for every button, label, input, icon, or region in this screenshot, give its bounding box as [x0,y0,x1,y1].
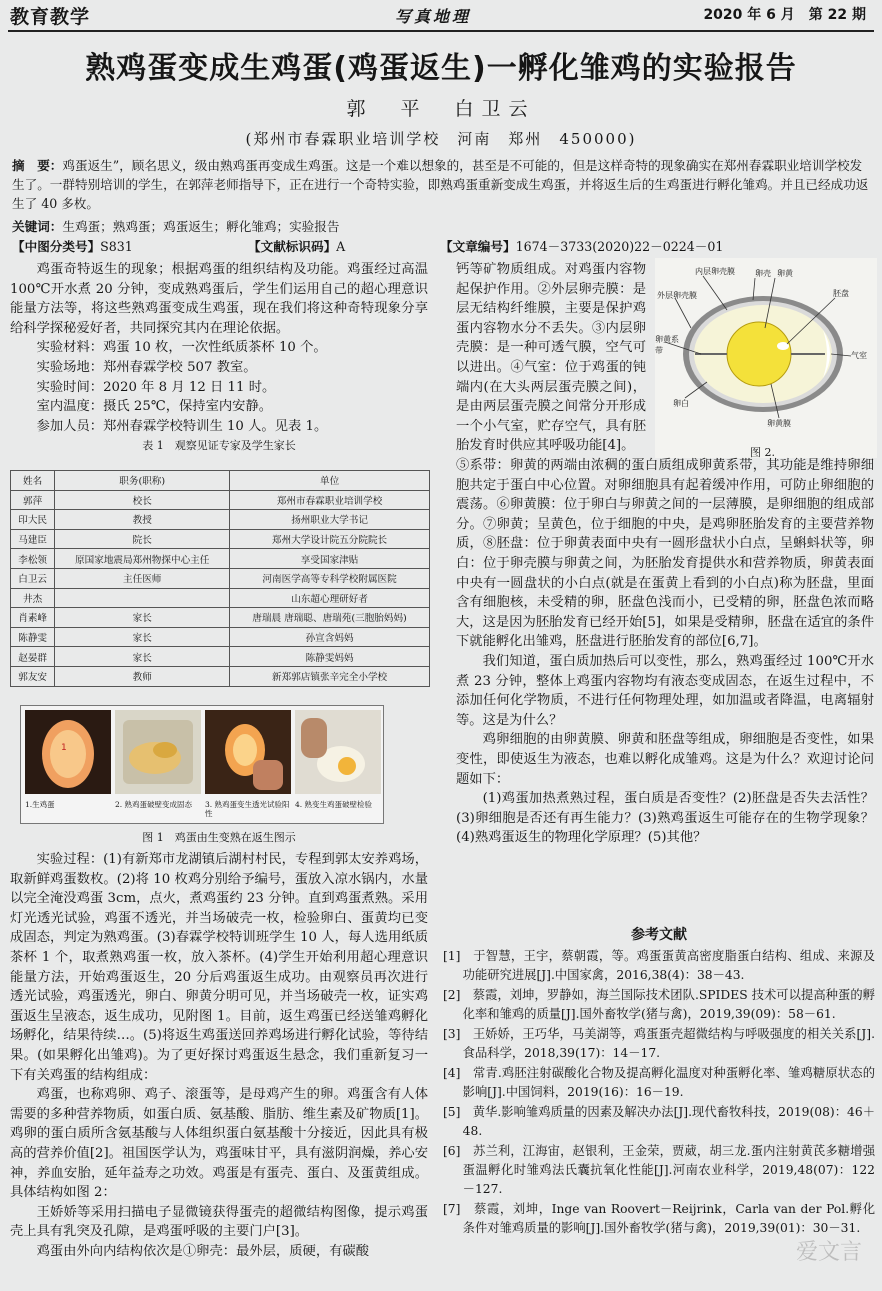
photo-label: 4. 熟变生鸡蛋破壁检验 [295,800,373,809]
clc-number: 【中图分类号】S831 [12,239,133,254]
table-row: 李松领 原国家地震局郑州物探中心主任 享受国家津贴 [11,549,430,569]
table-1 [10,470,430,687]
figure-caption: 图 1 鸡蛋由生变熟在返生图示 [142,831,296,844]
table-row: 井杰 山东超心理研好者 [11,588,430,608]
paragraph: 鸡蛋奇特返生的现象；根据鸡蛋的组织结构及功能。鸡蛋经过高温 100℃开水煮 20 分钟，变成熟鸡蛋后，学生们运用自己的超心理意识能量方法等，将这些熟鸡蛋变成生鸡蛋，现在我们将这种奇特现象分享给科学探秘爱好者，共同探究其内在理论依据。 [10,262,428,336]
watermark: 爱文言 [795,1240,862,1265]
paragraph: 鸡蛋由外向内结构依次是①卵壳：最外层，质硬，有碳酸 [36,1243,370,1259]
svg-text:1: 1 [61,743,67,753]
header-rule [8,30,874,32]
paragraph: 实验场地：郑州春霖学校 507 教室。 [36,359,257,375]
left-column-body [10,850,428,1261]
paragraph: 钙等矿物质组成。对鸡蛋内容物起保护作用。②外层卵壳膜：是层无结构纤维膜，主要是保护鸡蛋内容物水分不丢失。③内层卵壳膜：是一种可透气膜，空气可以进出。④气室：位于鸡蛋的钝端内(在大头两层蛋壳膜之间)，是由两层蛋壳膜之间常分开形成一个小气室，贮存空气，具有胚胎发育时供应其呼吸功能[4]。 [456,262,646,454]
reference-item: [3] 王娇娇，王巧华，马美湖等，鸡蛋蛋壳超微结构与呼吸强度的相关关系[J].食品科学，2018,39(17)：14－17. [443,1027,875,1060]
photo-label: 2. 熟鸡蛋破壁变成固态 [115,800,193,809]
paragraph: 实验材料：鸡蛋 10 枚，一次性纸质茶杯 10 个。 [36,340,327,356]
article-number: 【文章编号】1674－3733(2020)22－0224－01 [440,239,724,254]
paragraph: 王娇娇等采用扫描电子显微镜获得蛋壳的超微结构图像，提示鸡蛋壳上具有乳突及孔隙，是鸡蛋呼吸的主要门户[3]。 [10,1204,428,1240]
paragraph: 我们知道，蛋白质加热后可以变性，那么，熟鸡蛋经过 100℃开水煮 23 分钟，整体上鸡蛋内容物均有液态变成固态，在返生过程中，不添加任何化学物质，不进行任何物理处理，如加温或者降温，电离辐射等。这是为什么？ [456,653,874,728]
photo-broken-egg [295,710,381,818]
figure-1 [20,705,384,824]
keywords [12,216,339,235]
reference-item: [6] 苏兰利，江海宙，赵银利，王金荣，贾葳，胡三龙.蛋内注射黄芪多糖增强蛋温孵化时雏鸡法氏囊抗氧化性能[J].河南农业科学，2019,48(07)：122－127. [443,1144,875,1196]
paragraph: 实验时间：2020 年 8 月 12 日 11 时。 [36,379,276,395]
table-row: 白卫云 主任医师 河南医学高等专科学校附属医院 [11,568,430,588]
abstract-text: 鸡蛋返生”，顾名思义，级由熟鸡蛋再变成生鸡蛋。这是一个难以想象的，甚至是不可能的，但是这样奇特的现象确实在郑州春霖职业培训学校发生了。一群特别培训的学生，在郭萍老师指导下，正在进行一个奇特实验，即熟鸡蛋重新变成生鸡蛋，并将返生后的生鸡蛋进行孵化雏鸡。并且已经成功返生了 40 多枚。 [12,158,869,211]
table-header: 姓名 [11,471,55,491]
label-shell: 卵壳 [755,269,771,278]
figure-caption: 图 2. [750,446,775,459]
abstract [12,156,872,213]
paragraph: 参加人员：郑州春霖学校特训生 10 人。见表 1。 [36,418,328,434]
raw-egg-image [25,710,111,794]
table-header: 单位 [230,471,430,491]
paragraph: 室内温度：摄氏 25℃，保持室内安静。 [36,399,273,415]
photo-label: 1.生鸡蛋 [25,800,55,809]
figure-1-caption-wrap [10,828,428,848]
table-caption: 表 1 观察见证专家及学生家长 [142,439,296,453]
figure-2 [655,258,877,458]
right-column [456,456,874,848]
label-germinal-disc: 胚盘 [833,289,849,298]
paragraph: ⑤系带：卵黄的两端由浓稠的蛋白质组成卵黄系带，其功能是维持卵细胞共定于蛋白中心位置。对卵细胞具有起着缓冲作用，可防止卵细胞的震荡。⑥卵黄膜：位于卵白与卵黄之间的一层薄膜，是卵细胞的组成部分。⑦卵黄；呈黄色，位于细胞的中央，是鸡卵胚胎发育的主要营养物质，⑧胚盘：位于卵黄表面中央有一圆形盘状小白点，呈蝌蚪状等，卵白：位于卵壳膜与卵黄之间，为胚胎发育提供水和营养物质，卵黄表面中央有一圆盘状的小白点(就是在蛋黄上看到的小白点)称为胚盘，里面含有细胞核，未受精的卵，胚盘色浅而小，已受精的卵，胚盘色浓而略大，这是因为胚胎发育已经开始[5]，如果是受精卵，胚盘在适宜的条件下就能孵化出雏鸡，胚盘进行胚胎发育的部位[6,7]。 [456,458,874,650]
table-row: 郭萍 校长 郑州市春霖职业培训学校 [11,490,430,510]
authors: 郭 平 白卫云 [346,98,536,120]
page-header [0,0,882,30]
photo-raw-egg [25,710,111,818]
table-header-row [11,471,430,491]
paragraph: (1)鸡蛋加热煮熟过程，蛋白质是否变性？(2)胚盘是否失去活性？(3)卵细胞是否还有再生能力？(3)熟鸡蛋返生可能存在的生物学现象？(4)熟鸡蛋返生的物理化学原理？(5)其他？ [456,791,874,846]
label-inner-membrane: 内层卵壳膜 [695,267,735,276]
reference-item: [7] 蔡霞，刘坤，Inge van Roovert－Reijrink，Carla van der Pol.孵化条件对雏鸡质量的影响[J].国外畜牧学(猪与禽)，2019,39(01)：30－31. [443,1202,875,1235]
table-row: 郭友安 教师 新郑郭店镇张辛完全小学校 [11,666,430,686]
light-test-image [205,710,291,794]
paragraph: 鸡卵细胞的由卵黄膜、卵黄和胚盘等组成，卵细胞是否变性，如果变性，即使返生为液态，也难以孵化成雏鸡。这是为什么？欢迎讨论问题如下： [456,732,874,787]
reference-item: [5] 黄华.影响雏鸡质量的因素及解决办法[J].现代畜牧科技，2019(08)：46＋48. [443,1105,875,1138]
label-yolk-membrane: 卵黄膜 [767,419,791,428]
table-row: 陈静雯 家长 孙宣含妈妈 [11,627,430,647]
reference-item: [4] 常青.鸡胚注射碳酸化合物及提高孵化温度对种蛋孵化率、雏鸡糖原状态的影响[J].中国饲料，2019(16)：16－19. [443,1066,875,1099]
label-air-cell: 气室 [851,351,867,360]
journal-name: 写真地理 [395,7,472,26]
reference-item: [2] 蔡霞，刘坤，罗静如，海兰国际技术团队.SPIDES 技术可以提高种蛋的孵化率和雏鸡的质量[J].国外畜牧学(猪与禽)，2019,39(09)：58－61. [443,988,875,1021]
issue-info: 2020 年 6 月 第 22 期 [703,7,866,23]
table-header: 职务(职称) [55,471,230,491]
label-yolk: 卵黄 [777,269,793,278]
cooked-egg-image [115,710,201,794]
abstract-label: 摘 要： [12,158,63,173]
article-title: 熟鸡蛋变成生鸡蛋(鸡蛋返生)一孵化雏鸡的实验报告 [85,51,797,86]
label-albumen: 卵白 [673,399,689,408]
keywords-label: 关键词： [12,219,63,234]
reference-item: [1] 于智慧，王宇，蔡朝霞，等。鸡蛋蛋黄高密度脂蛋白结构、组成、来源及功能研究进展[J].中国家禽，2016,38(4)：38－43. [443,949,875,982]
table-row: 印大民 教授 扬州职业大学书记 [11,510,430,530]
paragraph: 实验过程：(1)有新郑市龙湖镇后湖村村民，专程到郭太安养鸡场，取新鲜鸡蛋数枚。(2)将 10 枚鸡分别给予编号，蛋放入凉水锅内，水量以完全淹没鸡蛋 3cm，点火，煮鸡蛋约 23 分钟。直到鸡蛋煮熟。采用灯光透光试验，鸡蛋不透光，并当场破壳一枚，检验卵白、蛋黄均已变成固态，判定为熟鸡蛋。(3)春霖学校特训班学生 10 人，每人选用纸质茶杯 1 个，取煮熟鸡蛋一枚，放入茶杯。(4)学生开始利用超心理意识能量方法，开始鸡蛋返生，20 分后鸡蛋返生成功。由观察员再次进行透光试验，鸡蛋透光，卵白、卵黄分明可见，并当场破壳一枚，证实鸡蛋返生呈液态，返生成功，见附图 1。目前，返生鸡蛋已经送雏鸡孵化场孵化，结果待续…。(5)将返生鸡蛋送回养鸡场进行孵化试验，等待结果。(如果孵化出雏鸡)。为了更好探讨鸡蛋返生悬念，我们重新复习一下有关鸡蛋的结构组成： [10,852,428,1083]
table-row: 马建臣 院长 郑州大学设计院五分院院长 [11,529,430,549]
references [443,926,875,1239]
photo-light-test [205,710,291,818]
table-row: 肖素峰 家长 唐瑞晨 唐瑞聪、唐瑞苑(三胞胎妈妈) [11,608,430,628]
photo-label: 3. 熟鸡蛋变生透光试验阳性 [205,800,290,818]
middle-column [456,260,646,456]
section-name: 教育教学 [10,6,91,28]
doc-code: 【文献标识码】A [248,239,346,254]
photo-cooked-egg [115,710,201,818]
label-outer-membrane: 外层卵壳膜 [657,291,697,300]
references-title: 参考文献 [631,927,687,943]
paragraph: 鸡蛋，也称鸡卵、鸡子、滚蛋等，是母鸡产生的卵。鸡蛋含有人体需要的多种营养物质，如蛋白质、氨基酸、脂肪、维生素及矿物质[1]。鸡卵的蛋白质所含氨基酸与人体组织蛋白氨基酸十分接近，因此具有极高的营养价值[2]。祖国医学认为，鸡蛋味甘平，具有滋阴润燥，养心安神，养血安胎，延年益寿之功效。鸡蛋是有蛋壳、蛋白、及蛋黄组成。具体结构如图 2： [10,1087,428,1201]
broken-egg-image [295,710,381,794]
table-row: 赵晏群 家长 陈静雯妈妈 [11,647,430,667]
label-chalaza: 卵黄系带 [655,335,679,355]
left-column-intro [10,260,428,456]
keywords-text: 生鸡蛋；熟鸡蛋；鸡蛋返生；孵化雏鸡；实验报告 [62,219,340,234]
affiliation: (郑州市春霖职业培训学校 河南 郑州 450000) [245,130,637,148]
